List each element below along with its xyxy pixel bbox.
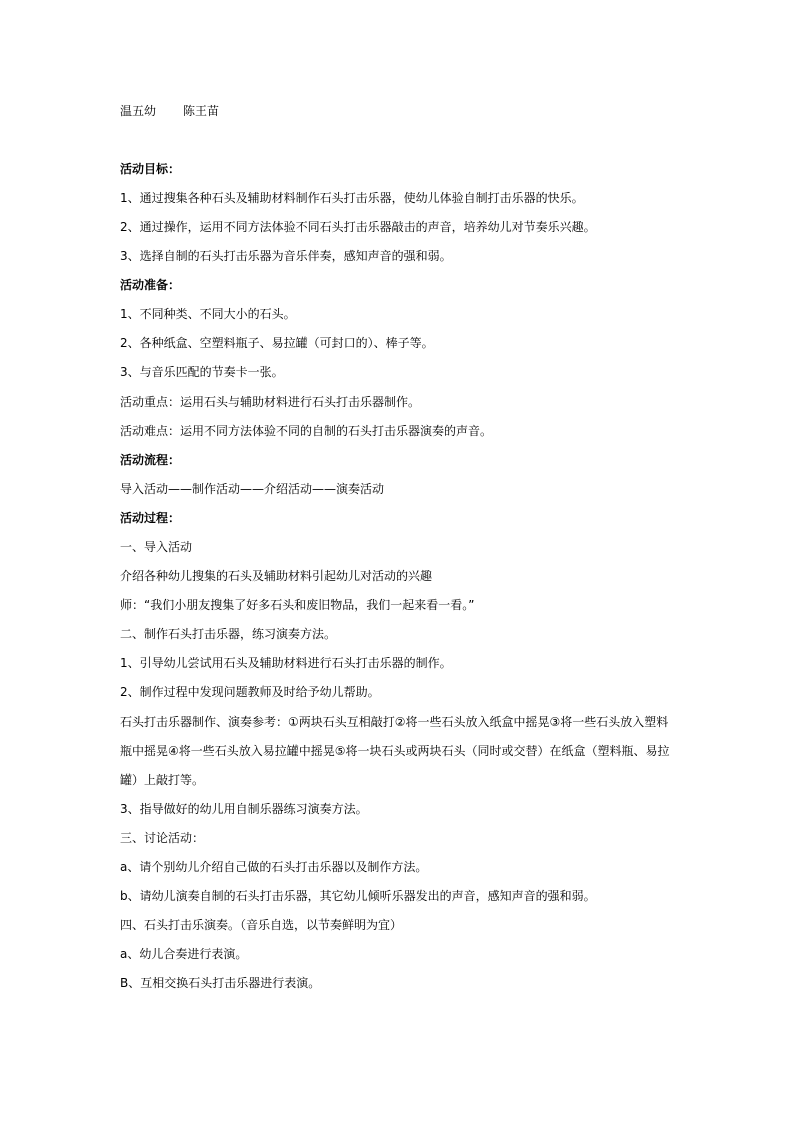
goal-item: 1、通过搜集各种石头及辅助材料制作石头打击乐器，使幼儿体验自制打击乐器的快乐。 [120,191,584,205]
process-line: 二、制作石头打击乐器，练习演奏方法。 [120,627,337,641]
school-name: 温五幼 [120,104,157,118]
process-line: 瓶中摇晃④将一些石头放入易拉罐中摇晃⑤将一块石头或两块石头（同时或交替）在纸盒（塑料瓶、易拉 [120,744,670,758]
prep-item: 3、与音乐匹配的节奏卡一张。 [120,365,284,379]
process-line: a、请个别幼儿介绍自己做的石头打击乐器以及制作方法。 [120,860,428,874]
goal-item: 3、选择自制的石头打击乐器为音乐伴奏，感知声音的强和弱。 [120,249,452,263]
process-line: 石头打击乐器制作、演奏参考：①两块石头互相敲打②将一些石头放入纸盒中摇晃③将一些石头放入塑料 [120,715,669,729]
process-line: 罐）上敲打等。 [120,773,205,787]
flow-heading: 活动流程： [120,453,181,467]
process-line: a、幼儿合奏进行表演。 [120,947,248,961]
author-name: 陈王苗 [183,104,220,118]
prep-heading: 活动准备： [120,278,181,292]
difficulty-point: 活动难点：运用不同方法体验不同的自制的石头打击乐器演奏的声音。 [120,424,493,438]
process-line: 三、讨论活动： [120,831,205,845]
goal-item: 2、通过操作，运用不同方法体验不同石头打击乐器敲击的声音，培养幼儿对节奏乐兴趣。 [120,220,596,234]
process-line: 四、石头打击乐演奏。（音乐自选，以节奏鲜明为宜） [120,918,403,932]
flow-text: 导入活动——制作活动——介绍活动——演奏活动 [120,482,385,496]
process-line: 3、指导做好的幼儿用自制乐器练习演奏方法。 [120,802,368,816]
prep-item: 2、各种纸盒、空塑料瓶子、易拉罐（可封口的）、棒子等。 [120,336,434,350]
process-line: 师：“我们小朋友搜集了好多石头和废旧物品，我们一起来看一看。” [120,598,475,612]
key-point: 活动重点：运用石头与辅助材料进行石头打击乐器制作。 [120,395,421,409]
goals-heading: 活动目标： [120,162,181,176]
process-line: 介绍各种幼儿搜集的石头及辅助材料引起幼儿对活动的兴趣 [120,569,433,583]
process-line: B、互相交换石头打击乐器进行表演。 [120,976,321,990]
prep-item: 1、不同种类、不同大小的石头。 [120,307,296,321]
process-line: b、请幼儿演奏自制的石头打击乐器，其它幼儿倾听乐器发出的声音，感知声音的强和弱。 [120,889,596,903]
process-line: 一、导入活动 [120,540,193,554]
process-heading: 活动过程： [120,511,181,525]
process-line: 2、制作过程中发现问题教师及时给予幼儿帮助。 [120,685,380,699]
process-line: 1、引导幼儿尝试用石头及辅助材料进行石头打击乐器的制作。 [120,656,452,670]
